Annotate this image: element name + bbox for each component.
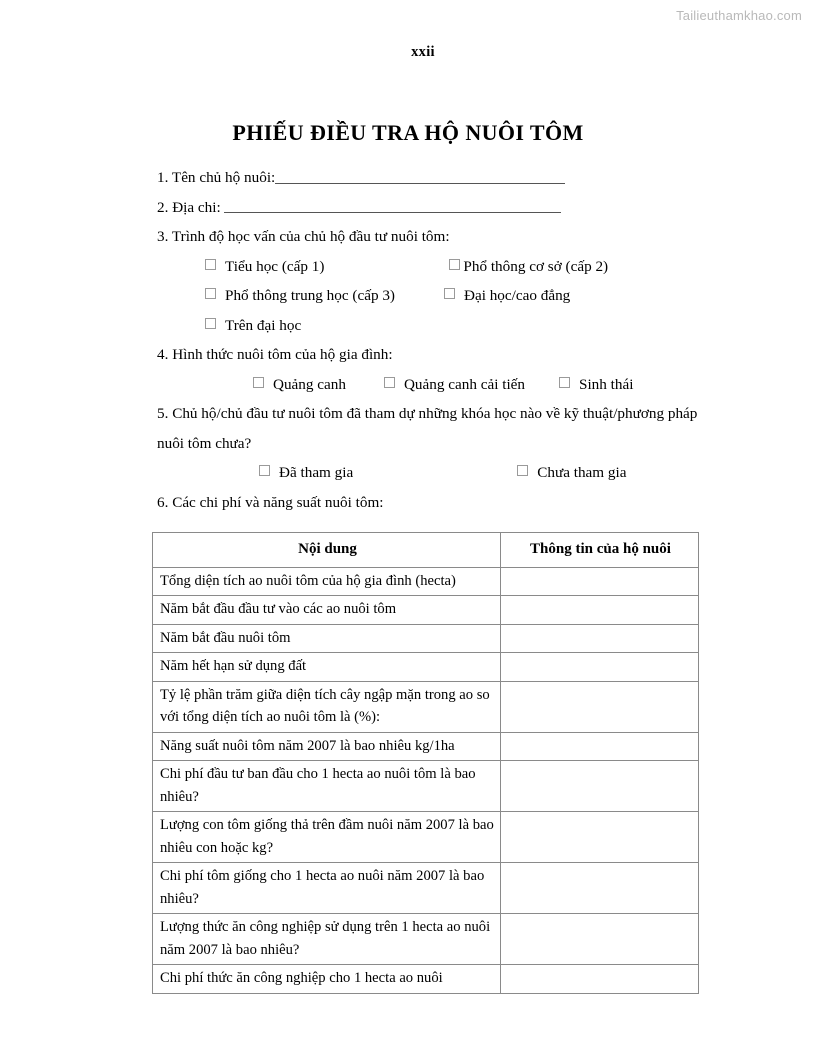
site-watermark: Tailieuthamkhao.com [676, 8, 802, 23]
option-label: Đại học/cao đẳng [463, 287, 571, 304]
option-quang-canh[interactable] [253, 370, 346, 400]
table-header-answer: Thông tin của hộ nuôi [501, 533, 699, 568]
table-header-row [153, 533, 699, 568]
checkbox-icon[interactable] [517, 465, 528, 476]
option-label: Đã tham gia [279, 464, 354, 481]
cost-and-yield-table [152, 532, 699, 994]
row-label: Lượng con tôm giống thả trên đầm nuôi năm 2007 là bao nhiêu con hoặc kg? [153, 812, 501, 863]
option-label: Quảng canh [273, 375, 346, 393]
table-header-content: Nội dung [153, 533, 501, 568]
question-2 [157, 193, 709, 223]
question-2-fill-line[interactable] [224, 198, 561, 213]
checkbox-icon[interactable] [449, 259, 460, 270]
question-1 [157, 163, 709, 193]
table-row [153, 596, 699, 625]
row-label: Năm hết hạn sử dụng đất [153, 653, 501, 682]
question-4-label: 4. Hình thức nuôi tôm của hộ gia đình: [157, 346, 393, 363]
row-label: Năm bắt đầu đầu tư vào các ao nuôi tôm [153, 596, 501, 625]
question-2-label: 2. Địa chi: [157, 198, 225, 216]
table-row [153, 914, 699, 965]
option-chua-tham-gia[interactable] [517, 458, 626, 488]
row-answer[interactable] [501, 681, 699, 732]
row-answer[interactable] [501, 653, 699, 682]
page-title: PHIẾU ĐIỀU TRA HỘ NUÔI TÔM [232, 120, 584, 145]
option-pho-thong-co-so[interactable] [449, 252, 608, 282]
row-answer[interactable] [501, 596, 699, 625]
question-3-options-row-3 [157, 311, 709, 341]
question-1-fill-line[interactable] [275, 168, 565, 183]
row-label: Năm bắt đầu nuôi tôm [153, 624, 501, 653]
checkbox-icon[interactable] [444, 288, 455, 299]
question-3-label: 3. Trình độ học vấn của chủ hộ đầu tư nuôi tôm: [157, 228, 450, 245]
option-tren-dai-hoc[interactable] [205, 311, 301, 341]
form-body [157, 163, 709, 517]
checkbox-icon[interactable] [384, 377, 395, 388]
row-answer[interactable] [501, 812, 699, 863]
table-row [153, 812, 699, 863]
row-answer[interactable] [501, 732, 699, 761]
option-label: Tiểu học (cấp 1) [225, 257, 325, 275]
table-row [153, 567, 699, 596]
page-number-value: xxii [411, 44, 435, 60]
option-tieu-hoc[interactable] [205, 252, 324, 282]
row-label: Tỷ lệ phần trăm giữa diện tích cây ngập mặn trong ao so với tổng diện tích ao nuôi tôm là (%): [153, 681, 501, 732]
option-label: Trên đại học [225, 316, 302, 334]
question-5-label: 5. Chủ hộ/chủ đầu tư nuôi tôm đã tham dự những khóa học nào về kỹ thuật/phương pháp nuôi tôm chưa? [157, 405, 698, 452]
option-label: Quảng canh cải tiến [403, 375, 525, 393]
option-da-tham-gia[interactable] [259, 458, 353, 488]
row-answer[interactable] [501, 567, 699, 596]
option-label: Phổ thông cơ sở (cấp 2) [463, 257, 609, 275]
row-label: Tổng diện tích ao nuôi tôm của hộ gia đình (hecta) [153, 567, 501, 596]
table-row [153, 624, 699, 653]
checkbox-icon[interactable] [259, 465, 270, 476]
option-label: Chưa tham gia [537, 464, 627, 481]
question-3-options-row-2 [157, 281, 709, 311]
row-label: Chi phí đầu tư ban đầu cho 1 hecta ao nuôi tôm là bao nhiêu? [153, 761, 501, 812]
table-body [153, 567, 699, 993]
table-row [153, 965, 699, 994]
row-label: Chi phí thức ăn công nghiệp cho 1 hecta ao nuôi [153, 965, 501, 994]
checkbox-icon[interactable] [205, 259, 216, 270]
option-label: Phổ thông trung học (cấp 3) [225, 287, 395, 304]
row-answer[interactable] [501, 761, 699, 812]
option-pho-thong-trung-hoc[interactable] [205, 281, 395, 311]
checkbox-icon[interactable] [253, 377, 264, 388]
option-dai-hoc-cao-dang[interactable] [444, 281, 570, 311]
question-4-options-row [157, 370, 709, 400]
table-row [153, 653, 699, 682]
question-6-label: 6. Các chi phí và năng suất nuôi tôm: [157, 493, 384, 511]
option-quang-canh-cai-tien[interactable] [384, 370, 525, 400]
row-answer[interactable] [501, 914, 699, 965]
checkbox-icon[interactable] [205, 288, 216, 299]
checkbox-icon[interactable] [205, 318, 216, 329]
row-label: Năng suất nuôi tôm năm 2007 là bao nhiêu kg/1ha [153, 732, 501, 761]
row-answer[interactable] [501, 965, 699, 994]
question-1-label: 1. Tên chủ hộ nuôi: [157, 169, 276, 186]
table-row [153, 761, 699, 812]
row-answer[interactable] [501, 624, 699, 653]
row-label: Lượng thức ăn công nghiệp sử dụng trên 1 hecta ao nuôi năm 2007 là bao nhiêu? [153, 914, 501, 965]
table-row [153, 681, 699, 732]
table-row [153, 732, 699, 761]
page-number [0, 44, 816, 61]
row-answer[interactable] [501, 863, 699, 914]
option-sinh-thai[interactable] [559, 370, 633, 400]
row-label: Chi phí tôm giống cho 1 hecta ao nuôi năm 2007 là bao nhiêu? [153, 863, 501, 914]
option-label: Sinh thái [579, 375, 634, 393]
question-5-options-row [157, 458, 709, 488]
checkbox-icon[interactable] [559, 377, 570, 388]
table-row [153, 863, 699, 914]
question-3-options-row-1 [157, 252, 709, 282]
